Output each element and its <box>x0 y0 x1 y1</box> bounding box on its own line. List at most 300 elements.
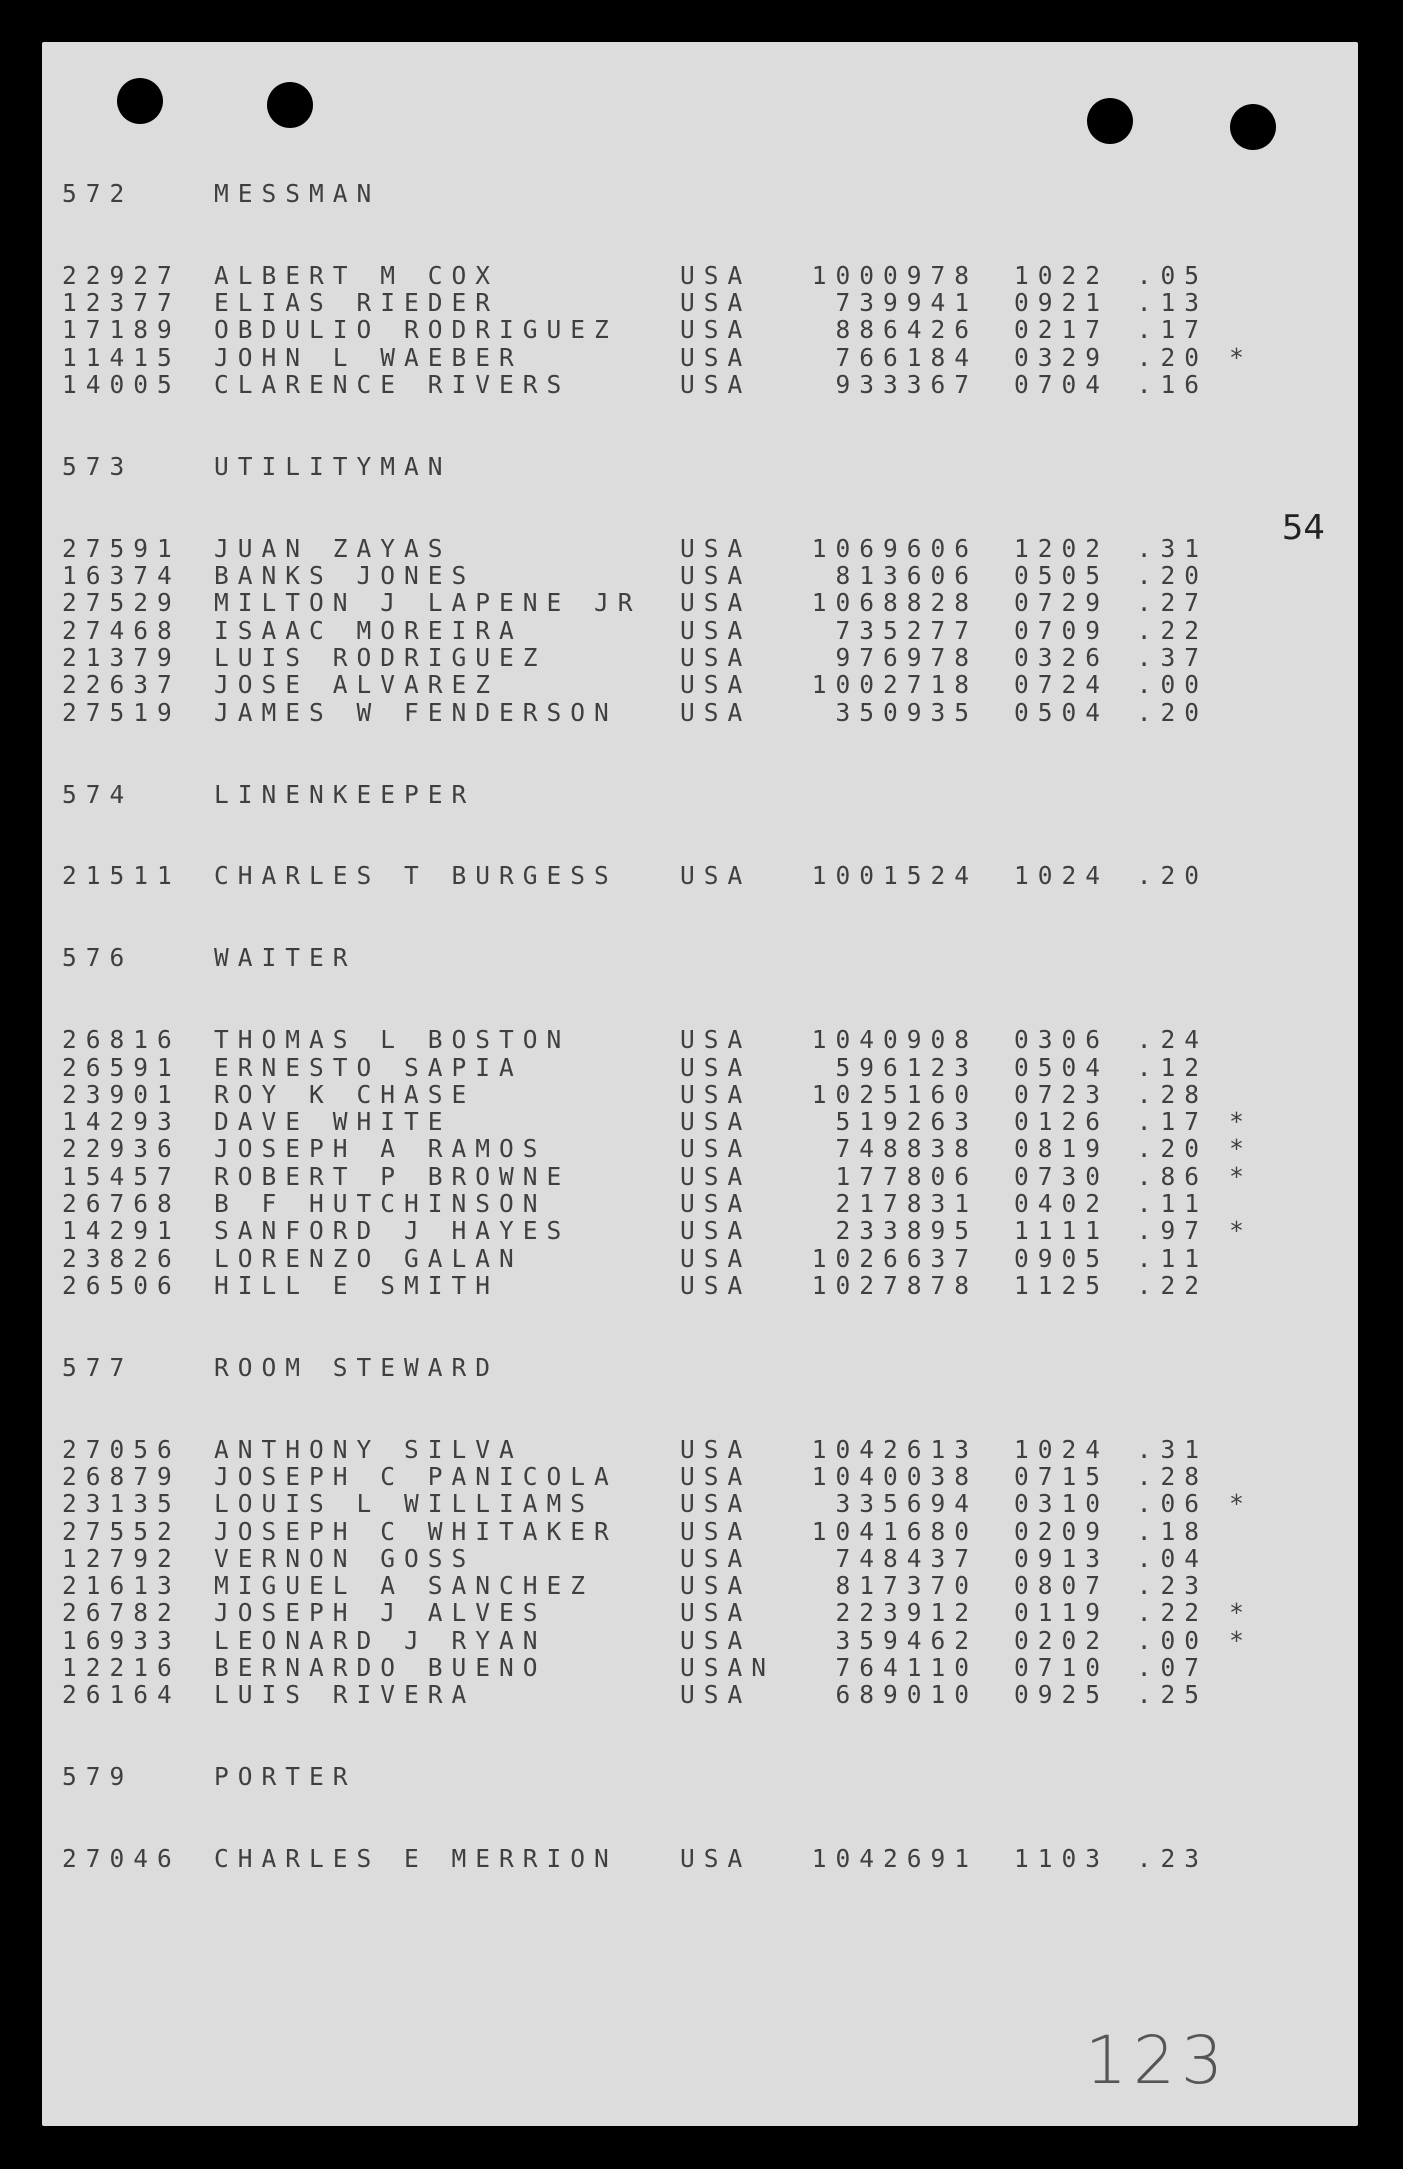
crew-name: HILL E SMITH <box>214 1270 500 1300</box>
crew-value: .97 <box>1136 1216 1208 1246</box>
crew-id: 21613 <box>62 1571 181 1601</box>
crew-row <box>62 1190 1266 1217</box>
crew-name: ANTHONY SILVA <box>214 1434 523 1464</box>
crew-name: MIGUEL A SANCHEZ <box>214 1571 595 1601</box>
crew-row <box>62 1436 1266 1463</box>
section <box>62 944 1266 1299</box>
crew-value: .12 <box>1136 1052 1208 1082</box>
crew-nationality: USA <box>680 697 752 727</box>
crew-value: .22 <box>1136 615 1208 645</box>
crew-nationality: USA <box>680 1052 752 1082</box>
section-title: UTILITYMAN <box>214 451 452 481</box>
crew-id: 22927 <box>62 260 181 290</box>
crew-row <box>62 371 1266 398</box>
crew-nationality: USA <box>680 315 752 345</box>
section <box>62 781 1266 890</box>
crew-code: 0729 <box>1014 588 1110 618</box>
crew-code: 0126 <box>1014 1107 1110 1137</box>
crew-mark <box>1216 644 1266 671</box>
crew-id: 12792 <box>62 1543 181 1573</box>
crew-code: 0217 <box>1014 315 1110 345</box>
crew-number: 1027878 <box>811 1270 978 1300</box>
crew-number: 1041680 <box>811 1516 978 1546</box>
crew-nationality: USA <box>680 561 752 591</box>
crew-name: ROBERT P BROWNE <box>214 1161 571 1191</box>
crew-row <box>62 535 1266 562</box>
crew-id: 27519 <box>62 697 181 727</box>
crew-id: 12216 <box>62 1653 181 1683</box>
crew-mark <box>1216 1654 1266 1681</box>
crew-row <box>62 562 1266 589</box>
crew-code: 0913 <box>1014 1543 1110 1573</box>
crew-code: 0715 <box>1014 1461 1110 1491</box>
crew-name: SANFORD J HAYES <box>214 1216 571 1246</box>
punch-hole <box>117 78 163 124</box>
crew-mark <box>1216 371 1266 398</box>
crew-mark <box>1216 862 1266 889</box>
crew-id: 26506 <box>62 1270 181 1300</box>
crew-nationality: USA <box>680 1188 752 1218</box>
crew-name: LOUIS L WILLIAMS <box>214 1489 595 1519</box>
section <box>62 1763 1266 1872</box>
crew-mark <box>1216 535 1266 562</box>
crew-mark: * <box>1229 1216 1253 1246</box>
crew-code: 0704 <box>1014 370 1110 400</box>
crew-nationality: USA <box>680 1680 752 1710</box>
crew-code: 1103 <box>1014 1844 1110 1874</box>
crew-value: .22 <box>1136 1598 1208 1628</box>
crew-id: 16933 <box>62 1625 181 1655</box>
punch-hole <box>1087 98 1133 144</box>
crew-number: 1025160 <box>811 1079 978 1109</box>
crew-number: 519263 <box>835 1107 978 1137</box>
crew-row <box>62 644 1266 671</box>
crew-code: 0921 <box>1014 288 1110 318</box>
crew-nationality: USA <box>680 1270 752 1300</box>
crew-number: 233895 <box>835 1216 978 1246</box>
crew-row <box>62 344 1266 371</box>
crew-code: 0504 <box>1014 697 1110 727</box>
crew-mark <box>1216 1681 1266 1708</box>
crew-nationality: USA <box>680 1025 752 1055</box>
crew-mark <box>1216 1463 1266 1490</box>
crew-value: .31 <box>1136 1434 1208 1464</box>
section-header <box>62 1763 1266 1790</box>
crew-name: LORENZO GALAN <box>214 1243 523 1273</box>
crew-number: 933367 <box>835 370 978 400</box>
crew-name: JOSEPH C PANICOLA <box>214 1461 618 1491</box>
crew-name: JOSEPH A RAMOS <box>214 1134 547 1164</box>
crew-name: OBDULIO RODRIGUEZ <box>214 315 618 345</box>
crew-row <box>62 262 1266 289</box>
section <box>62 180 1266 398</box>
crew-value: .23 <box>1136 1844 1208 1874</box>
crew-id: 27468 <box>62 615 181 645</box>
crew-name: CHARLES T BURGESS <box>214 861 618 891</box>
section-title: MESSMAN <box>214 179 381 208</box>
crew-id: 27591 <box>62 533 181 563</box>
crew-id: 17189 <box>62 315 181 345</box>
crew-mark <box>1216 1190 1266 1217</box>
crew-number: 1040908 <box>811 1025 978 1055</box>
crew-number: 1001524 <box>811 861 978 891</box>
crew-value: .20 <box>1136 1134 1208 1164</box>
crew-id: 23135 <box>62 1489 181 1519</box>
crew-name: THOMAS L BOSTON <box>214 1025 571 1055</box>
crew-code: 0209 <box>1014 1516 1110 1546</box>
crew-value: .20 <box>1136 697 1208 727</box>
section-title: WAITER <box>214 943 357 973</box>
crew-value: .86 <box>1136 1161 1208 1191</box>
crew-name: LEONARD J RYAN <box>214 1625 547 1655</box>
crew-number: 223912 <box>835 1598 978 1628</box>
crew-number: 1040038 <box>811 1461 978 1491</box>
crew-nationality: USA <box>680 643 752 673</box>
crew-name: JUAN ZAYAS <box>214 533 452 563</box>
crew-nationality: USA <box>680 288 752 318</box>
crew-id: 27552 <box>62 1516 181 1546</box>
crew-name: B F HUTCHINSON <box>214 1188 547 1218</box>
crew-code: 0925 <box>1014 1680 1110 1710</box>
crew-number: 1000978 <box>811 260 978 290</box>
crew-number: 217831 <box>835 1188 978 1218</box>
crew-row <box>62 1245 1266 1272</box>
crew-id: 11415 <box>62 342 181 372</box>
section-code: 574 <box>62 779 134 809</box>
crew-code: 0730 <box>1014 1161 1110 1191</box>
crew-id: 27046 <box>62 1844 181 1874</box>
crew-row <box>62 671 1266 698</box>
crew-row <box>62 1599 1266 1626</box>
crew-name: MILTON J LAPENE JR <box>214 588 642 618</box>
crew-number: 976978 <box>835 643 978 673</box>
crew-mark <box>1216 1054 1266 1081</box>
crew-code: 0505 <box>1014 561 1110 591</box>
crew-mark <box>1216 699 1266 726</box>
crew-name: JOHN L WAEBER <box>214 342 523 372</box>
crew-code: 1022 <box>1014 260 1110 290</box>
crew-number: 735277 <box>835 615 978 645</box>
crew-value: .23 <box>1136 1571 1208 1601</box>
crew-value: .07 <box>1136 1653 1208 1683</box>
crew-number: 1002718 <box>811 670 978 700</box>
crew-nationality: USA <box>680 670 752 700</box>
crew-id: 14005 <box>62 370 181 400</box>
crew-id: 12377 <box>62 288 181 318</box>
crew-value: .04 <box>1136 1543 1208 1573</box>
crew-code: 1202 <box>1014 533 1110 563</box>
crew-name: DAVE WHITE <box>214 1107 452 1137</box>
crew-row <box>62 1572 1266 1599</box>
crew-name: JAMES W FENDERSON <box>214 697 618 727</box>
crew-nationality: USA <box>680 1516 752 1546</box>
crew-row <box>62 289 1266 316</box>
crew-nationality: USA <box>680 370 752 400</box>
crew-code: 1024 <box>1014 861 1110 891</box>
crew-row <box>62 1627 1266 1654</box>
crew-nationality: USA <box>680 1489 752 1519</box>
crew-mark <box>1216 562 1266 589</box>
crew-mark <box>1216 617 1266 644</box>
crew-id: 23901 <box>62 1079 181 1109</box>
crew-number: 813606 <box>835 561 978 591</box>
section-title: ROOM STEWARD <box>214 1352 500 1382</box>
crew-code: 0119 <box>1014 1598 1110 1628</box>
crew-number: 689010 <box>835 1680 978 1710</box>
crew-nationality: USA <box>680 533 752 563</box>
crew-value: .28 <box>1136 1461 1208 1491</box>
crew-id: 15457 <box>62 1161 181 1191</box>
crew-code: 0329 <box>1014 342 1110 372</box>
crew-name: JOSEPH C WHITAKER <box>214 1516 618 1546</box>
crew-value: .20 <box>1136 861 1208 891</box>
crew-value: .22 <box>1136 1270 1208 1300</box>
section-code: 573 <box>62 451 134 481</box>
crew-id: 14293 <box>62 1107 181 1137</box>
crew-code: 0710 <box>1014 1653 1110 1683</box>
crew-name: VERNON GOSS <box>214 1543 476 1573</box>
crew-id: 22637 <box>62 670 181 700</box>
handwritten-sheet-number: 54 <box>1281 508 1325 548</box>
crew-mark <box>1216 1436 1266 1463</box>
crew-name: JOSEPH J ALVES <box>214 1598 547 1628</box>
section <box>62 1354 1266 1709</box>
section <box>62 453 1266 726</box>
section-code: 572 <box>62 179 134 208</box>
crew-value: .00 <box>1136 670 1208 700</box>
crew-number: 596123 <box>835 1052 978 1082</box>
crew-number: 739941 <box>835 288 978 318</box>
crew-mark: * <box>1229 1107 1253 1137</box>
crew-row <box>62 1681 1266 1708</box>
crew-nationality: USA <box>680 1134 752 1164</box>
section-header <box>62 453 1266 480</box>
crew-row <box>62 1654 1266 1681</box>
crew-nationality: USA <box>680 1079 752 1109</box>
crew-nationality: USA <box>680 342 752 372</box>
crew-name: ALBERT M COX <box>214 260 500 290</box>
crew-name: CHARLES E MERRION <box>214 1844 618 1874</box>
crew-code: 0724 <box>1014 670 1110 700</box>
crew-row <box>62 699 1266 726</box>
crew-mark: * <box>1229 1489 1253 1519</box>
crew-id: 16374 <box>62 561 181 591</box>
crew-value: .17 <box>1136 1107 1208 1137</box>
crew-code: 0202 <box>1014 1625 1110 1655</box>
crew-mark <box>1216 589 1266 616</box>
crew-number: 764110 <box>835 1653 978 1683</box>
crew-id: 26164 <box>62 1680 181 1710</box>
section-title: PORTER <box>214 1762 357 1792</box>
crew-id: 26591 <box>62 1052 181 1082</box>
crew-mark <box>1216 1245 1266 1272</box>
crew-value: .18 <box>1136 1516 1208 1546</box>
crew-row <box>62 1845 1266 1872</box>
crew-nationality: USA <box>680 1844 752 1874</box>
crew-row <box>62 617 1266 644</box>
crew-row <box>62 1163 1266 1190</box>
section-code: 577 <box>62 1352 134 1382</box>
crew-name: JOSE ALVAREZ <box>214 670 500 700</box>
crew-id: 26768 <box>62 1188 181 1218</box>
crew-row <box>62 1518 1266 1545</box>
crew-mark: * <box>1229 1134 1253 1164</box>
crew-row <box>62 1545 1266 1572</box>
crew-code: 0306 <box>1014 1025 1110 1055</box>
crew-nationality: USA <box>680 588 752 618</box>
crew-number: 886426 <box>835 315 978 345</box>
crew-mark <box>1216 1081 1266 1108</box>
crew-number: 1042691 <box>811 1844 978 1874</box>
crew-nationality: USAN <box>680 1653 776 1683</box>
crew-mark <box>1216 262 1266 289</box>
crew-list <box>62 180 1266 1927</box>
section-header <box>62 1354 1266 1381</box>
crew-number: 1068828 <box>811 588 978 618</box>
crew-mark <box>1216 1518 1266 1545</box>
crew-id: 23826 <box>62 1243 181 1273</box>
crew-id: 26816 <box>62 1025 181 1055</box>
crew-mark <box>1216 1026 1266 1053</box>
crew-row <box>62 1272 1266 1299</box>
crew-nationality: USA <box>680 1461 752 1491</box>
crew-code: 0819 <box>1014 1134 1110 1164</box>
crew-code: 0807 <box>1014 1571 1110 1601</box>
crew-code: 0402 <box>1014 1188 1110 1218</box>
crew-name: ELIAS RIEDER <box>214 288 500 318</box>
crew-value: .13 <box>1136 288 1208 318</box>
crew-mark: * <box>1229 1598 1253 1628</box>
crew-value: .24 <box>1136 1025 1208 1055</box>
crew-value: .31 <box>1136 533 1208 563</box>
crew-name: BERNARDO BUENO <box>214 1653 547 1683</box>
crew-number: 359462 <box>835 1625 978 1655</box>
crew-id: 21511 <box>62 861 181 891</box>
crew-value: .27 <box>1136 588 1208 618</box>
handwritten-page-number: 123 <box>1085 2022 1229 2099</box>
crew-code: 0310 <box>1014 1489 1110 1519</box>
crew-number: 335694 <box>835 1489 978 1519</box>
crew-row <box>62 1463 1266 1490</box>
crew-row <box>62 1081 1266 1108</box>
crew-row <box>62 316 1266 343</box>
crew-mark <box>1216 1545 1266 1572</box>
crew-nationality: USA <box>680 1598 752 1628</box>
crew-mark: * <box>1229 342 1253 372</box>
crew-code: 0504 <box>1014 1052 1110 1082</box>
section-code: 576 <box>62 943 134 973</box>
crew-number: 817370 <box>835 1571 978 1601</box>
crew-value: .20 <box>1136 342 1208 372</box>
crew-value: .05 <box>1136 260 1208 290</box>
crew-mark <box>1216 1572 1266 1599</box>
crew-row <box>62 1490 1266 1517</box>
crew-row <box>62 1217 1266 1244</box>
crew-nationality: USA <box>680 1161 752 1191</box>
crew-number: 177806 <box>835 1161 978 1191</box>
crew-id: 27529 <box>62 588 181 618</box>
crew-nationality: USA <box>680 260 752 290</box>
crew-mark <box>1216 289 1266 316</box>
crew-name: CLARENCE RIVERS <box>214 370 571 400</box>
crew-value: .37 <box>1136 643 1208 673</box>
crew-number: 1069606 <box>811 533 978 563</box>
punch-hole <box>1230 104 1276 150</box>
crew-id: 14291 <box>62 1216 181 1246</box>
crew-number: 350935 <box>835 697 978 727</box>
crew-code: 0723 <box>1014 1079 1110 1109</box>
crew-row <box>62 1026 1266 1053</box>
crew-value: .06 <box>1136 1489 1208 1519</box>
crew-value: .17 <box>1136 315 1208 345</box>
crew-code: 1024 <box>1014 1434 1110 1464</box>
crew-code: 1125 <box>1014 1270 1110 1300</box>
crew-id: 26782 <box>62 1598 181 1628</box>
crew-name: ROY K CHASE <box>214 1079 476 1109</box>
crew-mark: * <box>1229 1161 1253 1191</box>
crew-row <box>62 862 1266 889</box>
crew-nationality: USA <box>680 1543 752 1573</box>
crew-mark <box>1216 671 1266 698</box>
section-code: 579 <box>62 1762 134 1792</box>
crew-nationality: USA <box>680 1571 752 1601</box>
section-header <box>62 781 1266 808</box>
crew-name: ERNESTO SAPIA <box>214 1052 523 1082</box>
crew-id: 27056 <box>62 1434 181 1464</box>
crew-value: .20 <box>1136 561 1208 591</box>
crew-row <box>62 1108 1266 1135</box>
crew-value: .00 <box>1136 1625 1208 1655</box>
crew-row <box>62 589 1266 616</box>
crew-id: 21379 <box>62 643 181 673</box>
crew-nationality: USA <box>680 1216 752 1246</box>
crew-value: .11 <box>1136 1243 1208 1273</box>
crew-nationality: USA <box>680 1243 752 1273</box>
crew-name: ISAAC MOREIRA <box>214 615 523 645</box>
crew-number: 1042613 <box>811 1434 978 1464</box>
section-header <box>62 944 1266 971</box>
crew-mark <box>1216 316 1266 343</box>
section-header <box>62 180 1266 207</box>
crew-row <box>62 1054 1266 1081</box>
crew-value: .25 <box>1136 1680 1208 1710</box>
crew-code: 0709 <box>1014 615 1110 645</box>
crew-name: BANKS JONES <box>214 561 476 591</box>
crew-nationality: USA <box>680 861 752 891</box>
crew-mark <box>1216 1845 1266 1872</box>
crew-value: .11 <box>1136 1188 1208 1218</box>
crew-value: .28 <box>1136 1079 1208 1109</box>
crew-nationality: USA <box>680 1625 752 1655</box>
crew-code: 0326 <box>1014 643 1110 673</box>
crew-id: 26879 <box>62 1461 181 1491</box>
crew-code: 1111 <box>1014 1216 1110 1246</box>
crew-mark: * <box>1229 1625 1253 1655</box>
section-title: LINENKEEPER <box>214 779 476 809</box>
crew-row <box>62 1135 1266 1162</box>
crew-mark <box>1216 1272 1266 1299</box>
crew-name: LUIS RIVERA <box>214 1680 476 1710</box>
crew-number: 748437 <box>835 1543 978 1573</box>
punch-hole <box>267 82 313 128</box>
crew-number: 1026637 <box>811 1243 978 1273</box>
crew-number: 748838 <box>835 1134 978 1164</box>
crew-nationality: USA <box>680 615 752 645</box>
crew-code: 0905 <box>1014 1243 1110 1273</box>
crew-name: LUIS RODRIGUEZ <box>214 643 547 673</box>
crew-id: 22936 <box>62 1134 181 1164</box>
crew-value: .16 <box>1136 370 1208 400</box>
